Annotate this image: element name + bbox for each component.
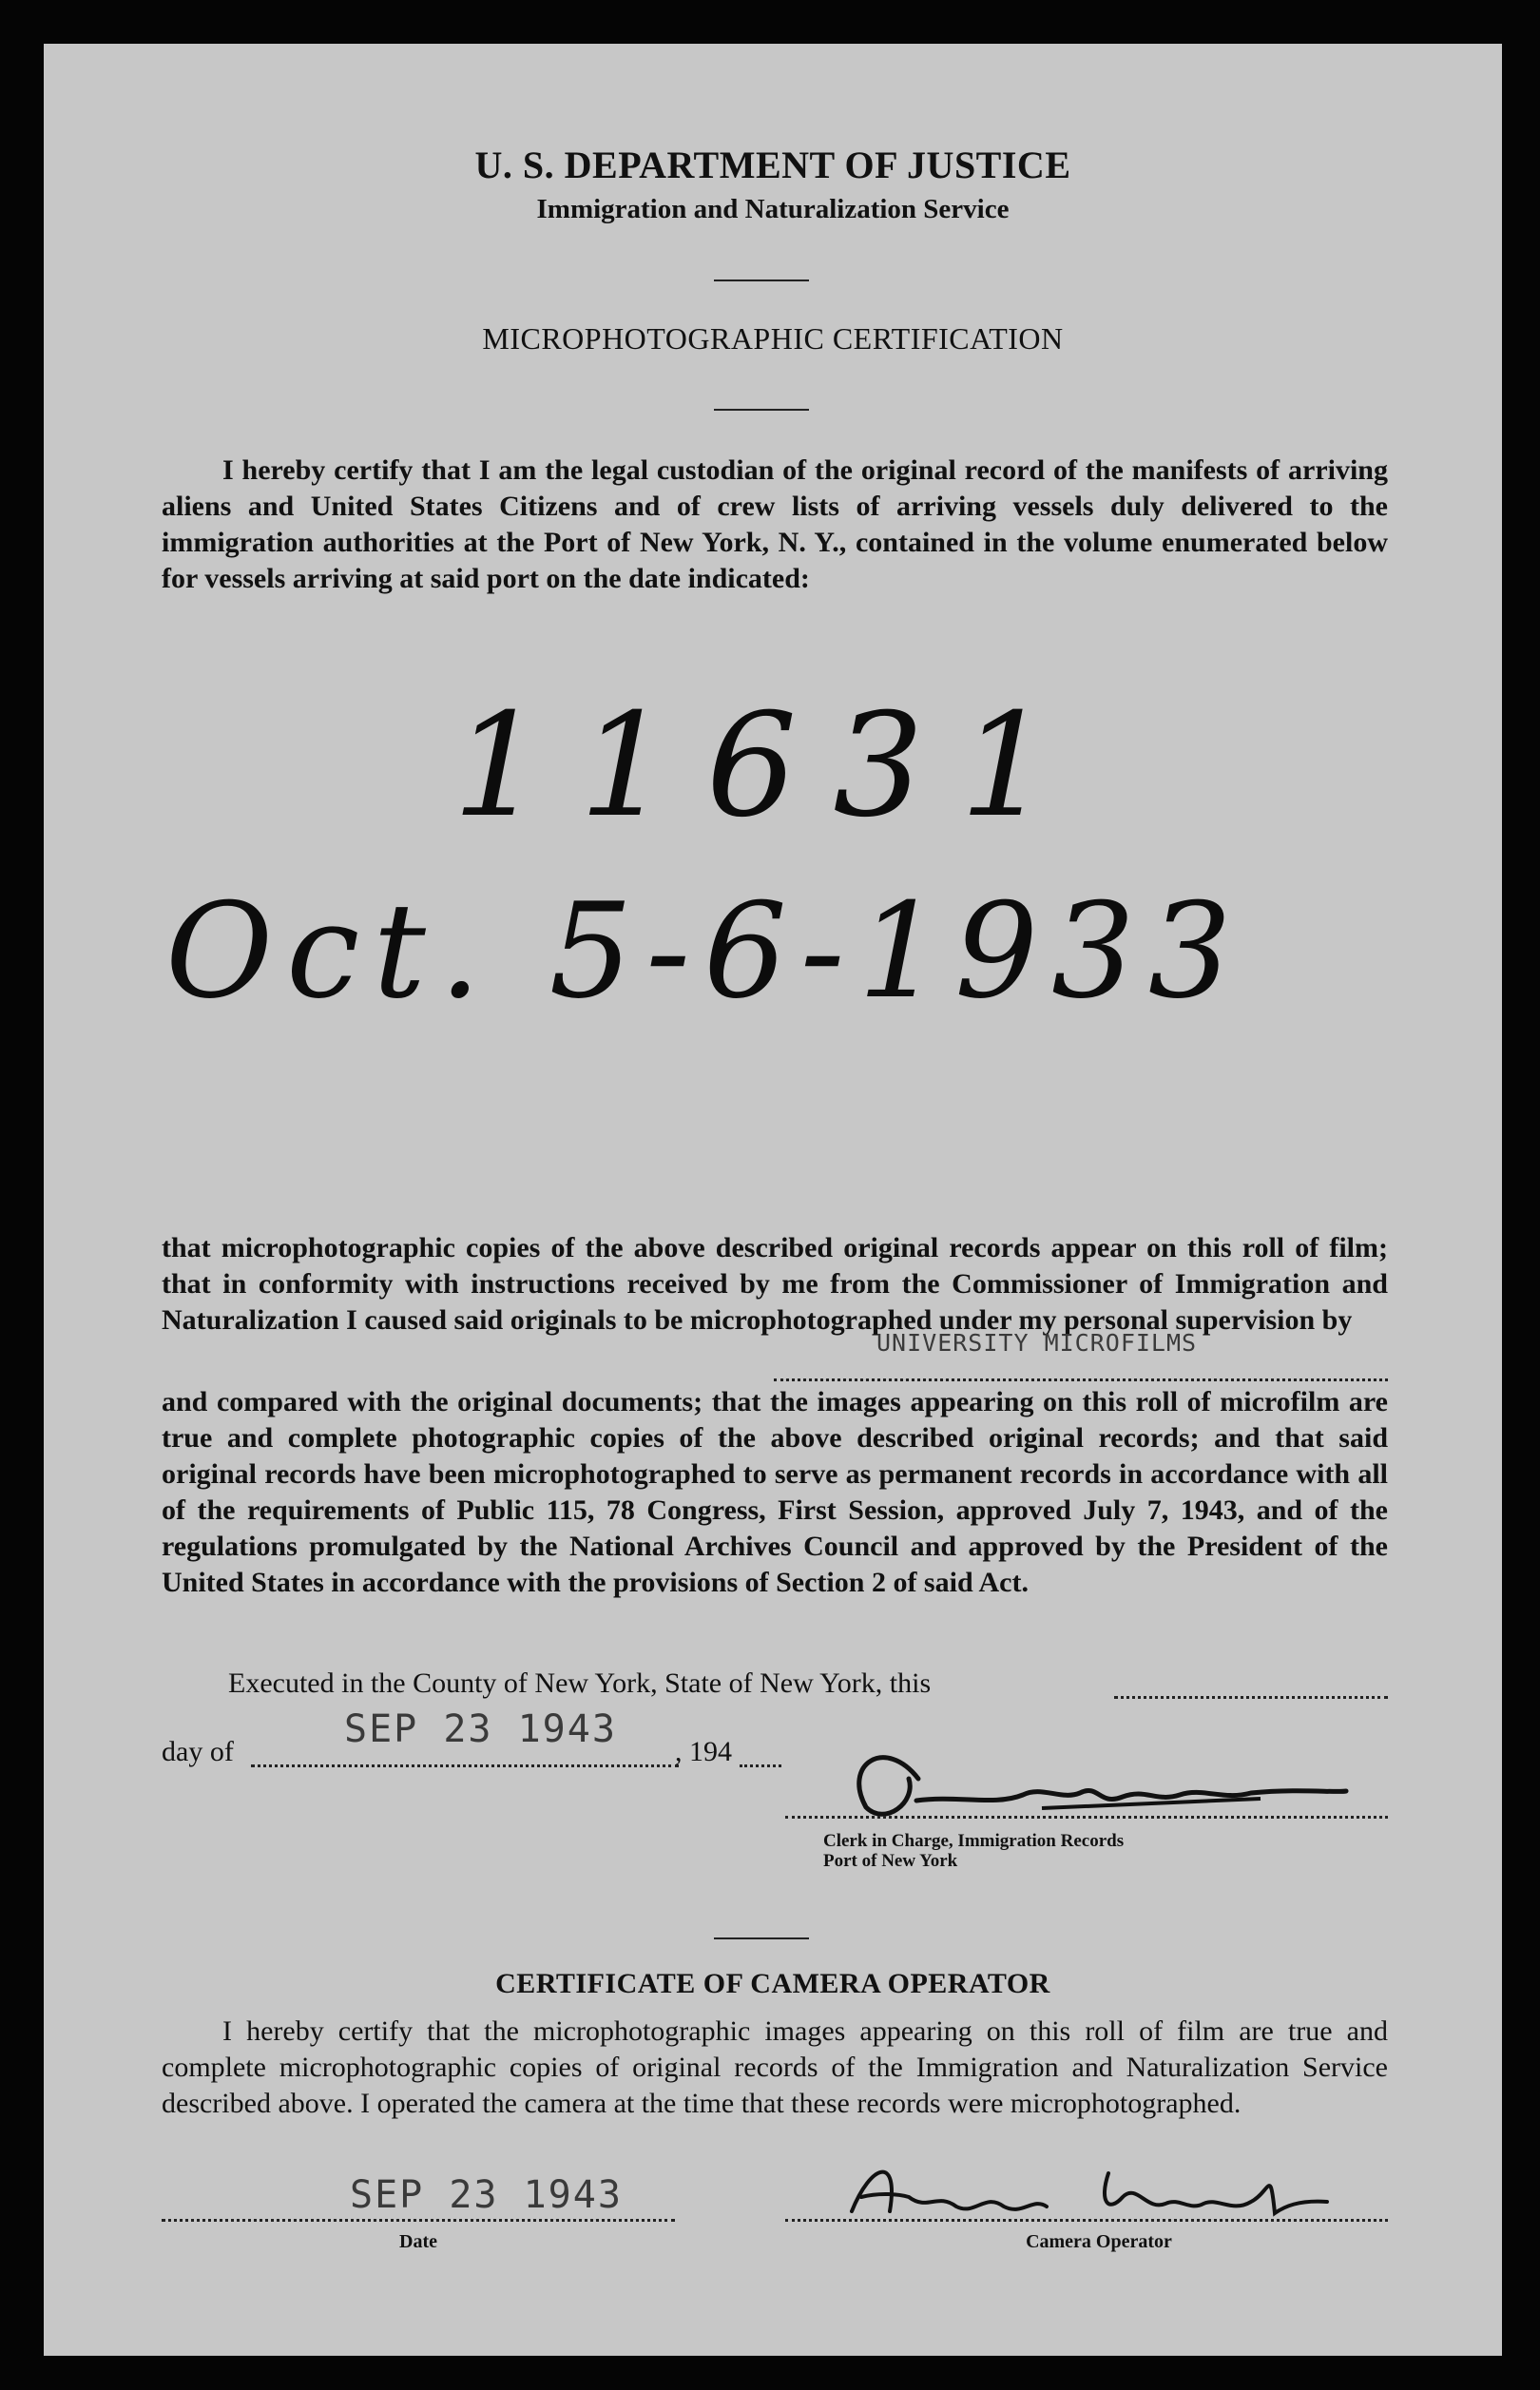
divider-rule xyxy=(714,409,809,411)
execution-text: Executed in the County of New York, State of New York, this xyxy=(228,1667,932,1699)
service-subheading: Immigration and Naturalization Service xyxy=(536,194,1010,224)
photographer-stamp: UNIVERSITY MICROFILMS xyxy=(876,1329,1198,1357)
date-label: Date xyxy=(399,2231,437,2252)
photographer-line xyxy=(774,1378,1388,1381)
intro-paragraph: I hereby certify that I am the legal custodian of the original record of the manifests of arriving aliens and United States Citizens and of crew lists of arriving vessels duly delivered to the immigration authorities at the Port of New York, N. Y., contained in the volume enumerated below for vessels arriving at said port on the date indicated: xyxy=(162,454,1388,594)
day-of-line xyxy=(251,1764,679,1767)
execution-day-line xyxy=(1114,1696,1388,1699)
camera-operator-signature-line xyxy=(785,2219,1388,2222)
clerk-signature-line xyxy=(785,1816,1388,1819)
handwritten-dates: Oct. 5-6-1933 xyxy=(165,875,1245,1028)
clerk-signature xyxy=(804,1726,1394,1841)
clerk-title-line1: Clerk in Charge, Immigration Records xyxy=(823,1831,1125,1851)
executed-date-stamp: SEP 23 1943 xyxy=(344,1707,617,1751)
camera-date-stamp: SEP 23 1943 xyxy=(350,2173,623,2217)
day-of-label: day of xyxy=(162,1736,234,1767)
camera-date-line xyxy=(162,2219,675,2222)
year-line xyxy=(740,1764,781,1767)
year-prefix: , 194 xyxy=(675,1736,732,1767)
divider-rule xyxy=(714,279,809,281)
certification-title: MICROPHOTOGRAPHIC CERTIFICATION xyxy=(482,321,1064,356)
handwritten-volume-number: 11631 xyxy=(452,684,1088,849)
department-heading: U. S. DEPARTMENT OF JUSTICE xyxy=(474,144,1071,186)
clerk-title-line2: Port of New York xyxy=(823,1851,958,1871)
certificate-page xyxy=(44,44,1502,2356)
divider-rule xyxy=(714,1937,809,1939)
camera-certificate-paragraph: I hereby certify that the microphotographic images appearing on this roll of film are true and complete microphotographic copies of original records of the Immigration and Naturalization Service described above. I operated the camera at the time that these records were microphotographed. xyxy=(162,2015,1388,2119)
body-paragraph-part2: and compared with the original documents; that the images appearing on this roll of microfilm are true and complete photographic copies of the above described original records; and that said original records have been microphotographed to serve as permanent records in accordance with all of the requirements of Public 115, 78 Congress, First Session, approved July 7, 1943, and of the regulations promulgated by the National Archives Council and approved by the President of the United States in accordance with the provisions of Section 2 of said Act. xyxy=(162,1386,1388,1598)
camera-operator-label: Camera Operator xyxy=(1026,2231,1172,2252)
camera-certificate-title: CERTIFICATE OF CAMERA OPERATOR xyxy=(495,1968,1050,1999)
body-paragraph-part1: that microphotographic copies of the above described original records appear on this roll of film; that in conformity with instructions received by me from the Commissioner of Immigration and Naturalization I caused said originals to be microphotographed under my personal supervision by xyxy=(162,1232,1388,1336)
